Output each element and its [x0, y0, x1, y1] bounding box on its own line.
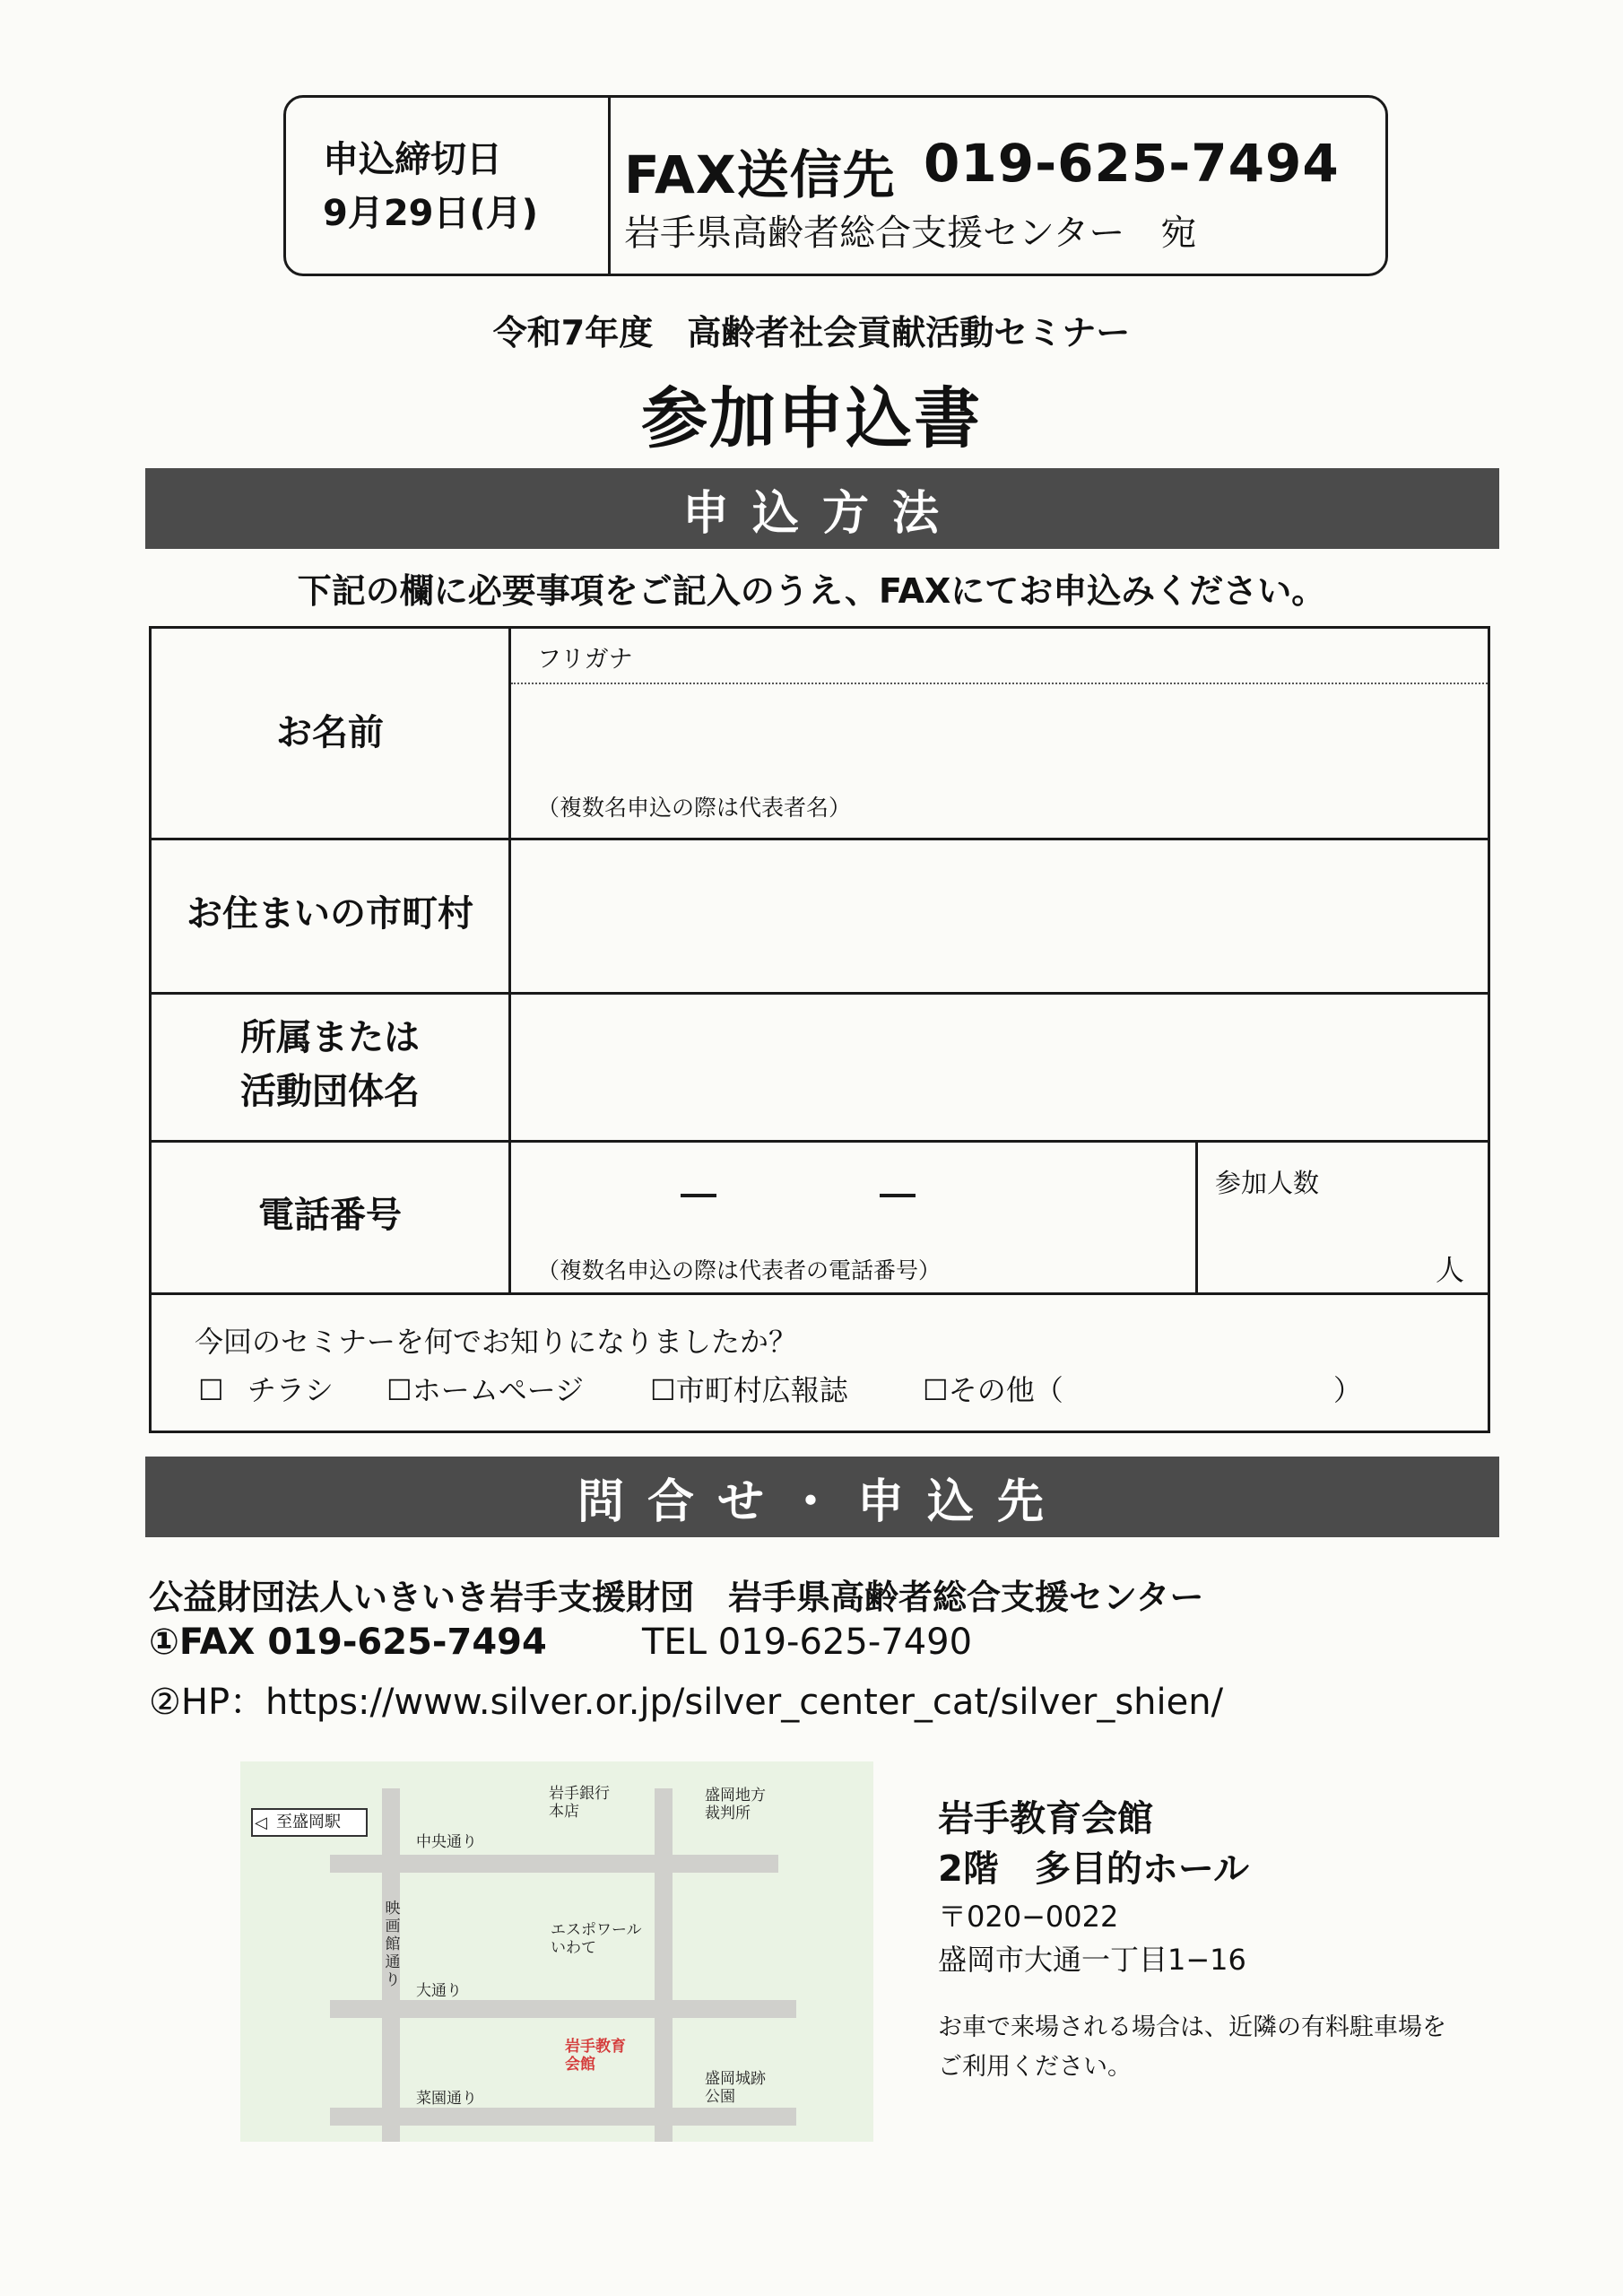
instruction-text: 下記の欄に必要事項をご記入のうえ、FAXにてお申込みください。 — [297, 571, 1326, 611]
road-odori — [330, 2000, 796, 2018]
fax-label: FAX送信先 — [624, 144, 896, 205]
org-label-1: 所属または — [240, 1017, 420, 1058]
name-label: お名前 — [276, 712, 384, 753]
road-vertical-east — [655, 1788, 673, 2142]
fax-recipient: 岩手県高齢者総合支援センター 宛 — [624, 213, 1197, 254]
application-form — [149, 626, 1490, 1433]
survey-option-homepage[interactable] — [386, 1368, 584, 1409]
participants-unit: 人 — [1436, 1253, 1465, 1287]
survey-option-label: 市町村広報誌 — [675, 1373, 848, 1407]
org-label-2: 活動団体名 — [240, 1071, 420, 1112]
deadline-label: 申込締切日 — [323, 139, 502, 180]
contact-tel: TEL 019-625-7490 — [642, 1622, 973, 1663]
road-saien — [330, 2108, 796, 2126]
row-divider — [152, 1292, 1488, 1295]
label-venue — [565, 2038, 626, 2074]
city-label: お住まいの市町村 — [187, 893, 473, 935]
label-bank-line: 岩手銀行 — [549, 1785, 610, 1803]
survey-option-municipal[interactable] — [650, 1368, 848, 1409]
label-chuo: 中央通り — [416, 1833, 477, 1851]
label-eiga-char: 館 — [385, 1935, 401, 1953]
checkbox-icon[interactable]: ☐ — [650, 1373, 676, 1407]
name-input[interactable] — [511, 685, 1488, 787]
org-input[interactable] — [511, 995, 1488, 1140]
method-banner: 申込方法 — [145, 468, 1499, 549]
survey-option-flyer[interactable] — [198, 1368, 334, 1409]
survey-other-close: ） — [1333, 1373, 1363, 1407]
label-court-line: 盛岡地方 — [705, 1787, 766, 1805]
venue-map — [240, 1761, 873, 2142]
venue-name: 岩手教育会館 — [938, 1798, 1153, 1839]
label-bank — [549, 1785, 610, 1821]
checkbox-icon[interactable]: ☐ — [198, 1373, 224, 1407]
participants-label: 参加人数 — [1215, 1168, 1320, 1198]
page-subtitle: 令和7年度 高齢者社会貢献活動セミナー — [492, 313, 1131, 352]
label-venue-line: 会館 — [565, 2056, 595, 2074]
city-input[interactable] — [511, 840, 1488, 992]
furigana-label: フリガナ — [537, 646, 633, 674]
arrow-left-icon: ◁ — [255, 1813, 267, 1832]
survey-option-label: ホームページ — [412, 1373, 585, 1407]
parking-note-2: ご利用ください。 — [938, 2053, 1132, 2081]
venue-hall: 2階 多目的ホール — [938, 1848, 1250, 1890]
label-venue-line: 岩手教育 — [565, 2038, 626, 2056]
phone-dash — [880, 1194, 916, 1197]
page-title: 参加申込書 — [641, 380, 982, 457]
label-park-line: 盛岡城跡 — [705, 2070, 766, 2088]
phone-label: 電話番号 — [258, 1195, 402, 1236]
to-station-sign — [251, 1808, 368, 1837]
survey-option-other[interactable] — [923, 1368, 1063, 1409]
label-espoir-line: いわて — [551, 1939, 596, 1957]
label-eiga-char: 通 — [385, 1953, 401, 1971]
label-eiga-char: 画 — [385, 1918, 401, 1935]
survey-option-label: その他（ — [948, 1373, 1063, 1407]
label-park-line: 公園 — [705, 2088, 735, 2106]
label-eiga — [384, 1900, 402, 1989]
deadline-date: 9月29日(月) — [323, 193, 539, 234]
header-divider — [608, 97, 611, 274]
label-espoir — [551, 1921, 642, 1957]
phone-note: （複数名申込の際は代表者の電話番号） — [537, 1257, 942, 1283]
label-park — [705, 2070, 766, 2106]
label-espoir-line: エスポワール — [551, 1921, 642, 1939]
venue-address: 盛岡市大通一丁目1−16 — [938, 1943, 1246, 1977]
checkbox-icon[interactable]: ☐ — [923, 1373, 949, 1407]
contact-hp-link[interactable]: ②HP：https://www.silver.or.jp/silver_center_cat/silver_shien/ — [149, 1682, 1224, 1723]
contact-org: 公益財団法人いきいき岩手支援財団 岩手県高齢者総合支援センター — [149, 1578, 1204, 1617]
label-eiga-char: 映 — [385, 1900, 401, 1918]
label-court — [705, 1787, 766, 1822]
contact-fax: ①FAX 019-625-7494 — [149, 1622, 547, 1663]
to-station-label: 至盛岡駅 — [276, 1813, 341, 1831]
furigana-divider — [511, 683, 1488, 684]
survey-question: 今回のセミナーを何でお知りになりましたか？ — [195, 1325, 798, 1359]
label-court-line: 裁判所 — [705, 1805, 751, 1822]
label-eiga-char: り — [385, 1971, 401, 1989]
label-saien: 菜園通り — [416, 2090, 477, 2108]
venue-postal: 〒020−0022 — [938, 1900, 1119, 1934]
checkbox-icon[interactable]: ☐ — [386, 1373, 412, 1407]
parking-note-1: お車で来場される場合は、近隣の有料駐車場を — [938, 2013, 1446, 2041]
name-note: （複数名申込の際は代表者名） — [537, 795, 852, 821]
contact-banner: 問合せ・申込先 — [145, 1457, 1499, 1537]
phone-dash — [681, 1194, 716, 1197]
fax-number: 019-625-7494 — [924, 133, 1340, 194]
label-odori: 大通り — [416, 1982, 462, 2000]
label-bank-line: 本店 — [549, 1803, 579, 1821]
survey-option-label: チラシ — [247, 1373, 334, 1407]
